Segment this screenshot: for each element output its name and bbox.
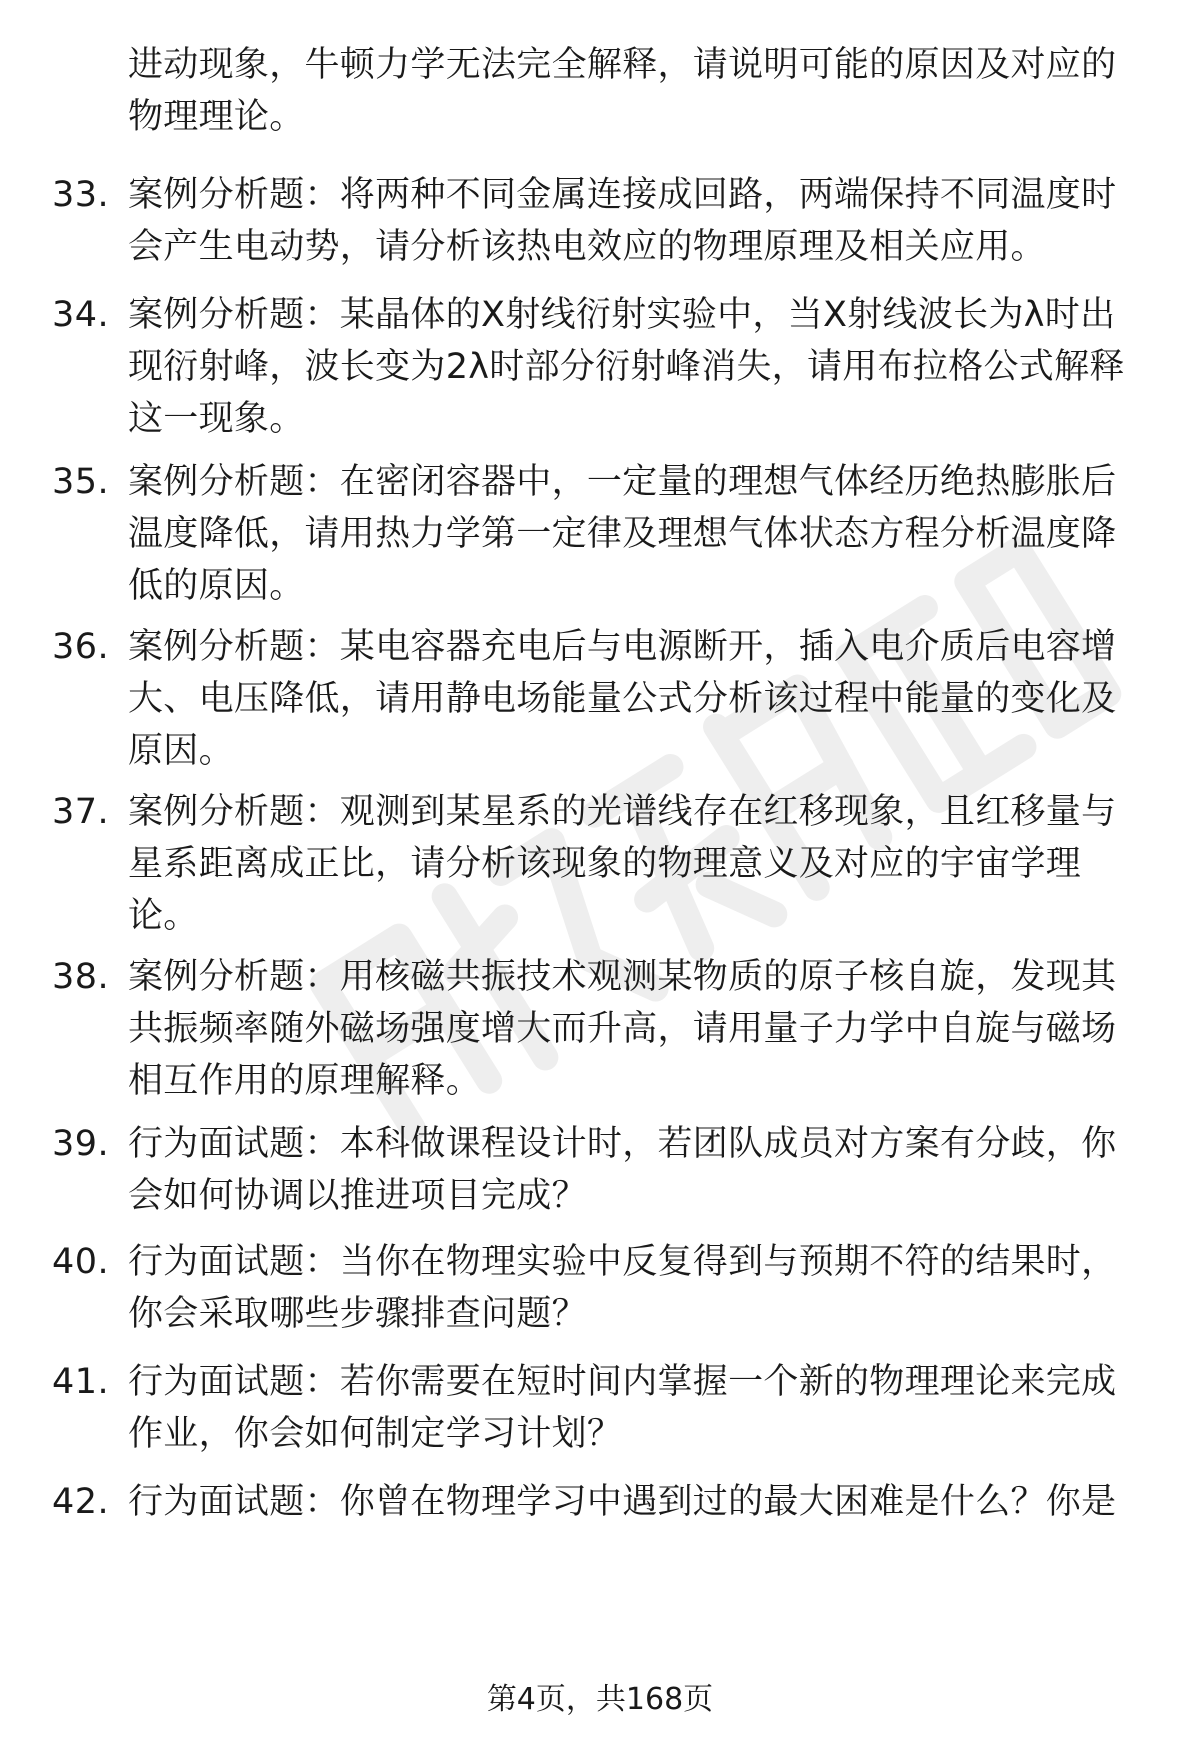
continuation-line: 物理理论。 xyxy=(128,97,305,137)
question-line: 案例分析题：某晶体的X射线衍射实验中，当X射线波长为λ时出 xyxy=(128,295,1116,335)
question-line: 案例分析题：观测到某星系的光谱线存在红移现象，且红移量与 xyxy=(128,792,1117,832)
question-line: 原因。 xyxy=(128,731,234,771)
question-number: 34. xyxy=(52,295,110,335)
question-line: 温度降低，请用热力学第一定律及理想气体状态方程分析温度降 xyxy=(128,514,1117,554)
question-line: 共振频率随外磁场强度增大而升高，请用量子力学中自旋与磁场 xyxy=(128,1009,1117,1049)
question-line: 现衍射峰，波长变为2λ时部分衍射峰消失，请用布拉格公式解释 xyxy=(128,347,1125,387)
question-number: 33. xyxy=(52,175,110,215)
continuation-line: 进动现象，牛顿力学无法完全解释，请说明可能的原因及对应的 xyxy=(128,45,1117,85)
question-number: 41. xyxy=(52,1362,110,1402)
question-line: 这一现象。 xyxy=(128,399,305,439)
question-line: 案例分析题：将两种不同金属连接成回路，两端保持不同温度时 xyxy=(128,175,1117,215)
question-line: 你会采取哪些步骤排查问题？ xyxy=(128,1294,587,1334)
question-line: 行为面试题：若你需要在短时间内掌握一个新的物理理论来完成 xyxy=(128,1362,1117,1402)
question-number: 35. xyxy=(52,462,110,502)
question-line: 行为面试题：你曾在物理学习中遇到过的最大困难是什么？你是 xyxy=(128,1482,1117,1522)
question-number: 39. xyxy=(52,1124,110,1164)
page-footer: 第4页，共168页 xyxy=(486,1682,714,1717)
question-number: 40. xyxy=(52,1242,110,1282)
question-line: 星系距离成正比，请分析该现象的物理意义及对应的宇宙学理 xyxy=(128,844,1082,884)
question-line: 案例分析题：在密闭容器中，一定量的理想气体经历绝热膨胀后 xyxy=(128,462,1117,502)
question-number: 37. xyxy=(52,792,110,832)
question-line: 大、电压降低，请用静电场能量公式分析该过程中能量的变化及 xyxy=(128,679,1117,719)
question-line: 会如何协调以推进项目完成？ xyxy=(128,1176,587,1216)
question-line: 低的原因。 xyxy=(128,566,305,606)
question-line: 案例分析题：某电容器充电后与电源断开，插入电介质后电容增 xyxy=(128,627,1117,667)
question-line: 行为面试题：当你在物理实验中反复得到与预期不符的结果时， xyxy=(128,1242,1117,1282)
question-line: 相互作用的原理解释。 xyxy=(128,1061,482,1101)
question-line: 行为面试题：本科做课程设计时，若团队成员对方案有分歧，你 xyxy=(128,1124,1117,1164)
question-line: 案例分析题：用核磁共振技术观测某物质的原子核自旋，发现其 xyxy=(128,957,1117,997)
question-line: 论。 xyxy=(128,896,199,936)
question-number: 42. xyxy=(52,1482,110,1522)
question-number: 38. xyxy=(52,957,110,997)
question-line: 作业，你会如何制定学习计划？ xyxy=(128,1414,623,1454)
question-number: 36. xyxy=(52,627,110,667)
question-line: 会产生电动势，请分析该热电效应的物理原理及相关应用。 xyxy=(128,227,1046,267)
